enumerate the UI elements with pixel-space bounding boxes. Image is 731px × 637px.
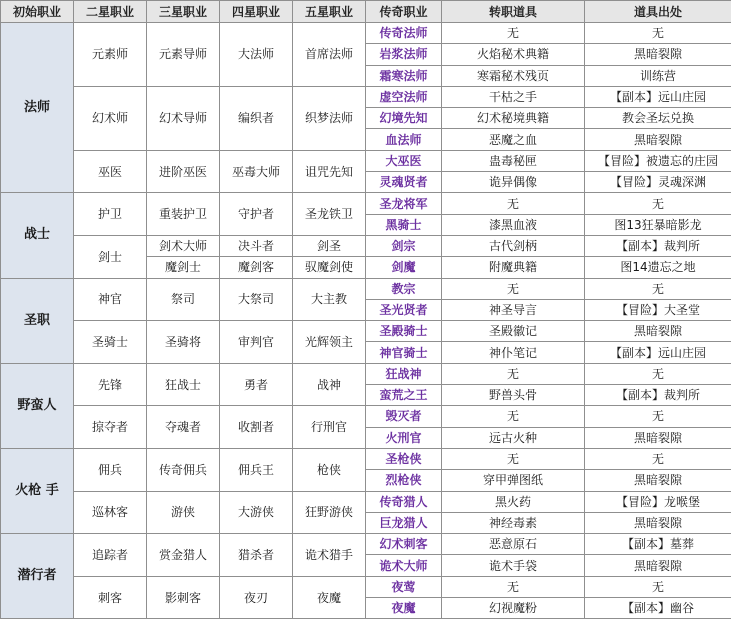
item-cell: 诡异偶像 [442, 172, 585, 193]
five-star-cell: 织梦法师 [293, 86, 366, 150]
item-cell: 火焰秘术典籍 [442, 44, 585, 65]
base-class-cell: 法师 [1, 23, 74, 193]
two-star-cell: 巡林客 [74, 491, 147, 534]
legendary-cell: 教宗 [366, 278, 442, 299]
source-cell: 无 [585, 23, 731, 44]
five-star-cell: 战神 [293, 363, 366, 406]
legendary-cell: 传奇猎人 [366, 491, 442, 512]
two-star-cell: 元素师 [74, 23, 147, 87]
four-star-cell: 勇者 [220, 363, 293, 406]
header-four-star: 四星职业 [220, 1, 293, 23]
source-cell: 教会圣坛兑换 [585, 108, 731, 129]
legendary-cell: 传奇法师 [366, 23, 442, 44]
item-cell: 圣殿徽记 [442, 321, 585, 342]
table-row [1, 278, 731, 299]
item-cell: 漆黑血液 [442, 214, 585, 235]
table-body [1, 23, 731, 619]
table-row [1, 23, 731, 44]
item-cell: 神仆笔记 [442, 342, 585, 363]
five-star-cell: 光辉领主 [293, 321, 366, 364]
source-cell: 【副本】远山庄园 [585, 342, 731, 363]
item-cell: 无 [442, 448, 585, 469]
table-row [1, 406, 731, 427]
item-cell: 黑火药 [442, 491, 585, 512]
legendary-cell: 神官骑士 [366, 342, 442, 363]
five-star-cell: 首席法师 [293, 23, 366, 87]
legendary-cell: 烈枪侠 [366, 470, 442, 491]
header-three-star: 三星职业 [147, 1, 220, 23]
header-source: 道具出处 [585, 1, 731, 23]
source-cell: 图14遗忘之地 [585, 257, 731, 278]
four-star-cell: 巫毒大师 [220, 150, 293, 193]
source-cell: 【冒险】被遗忘的庄园 [585, 150, 731, 171]
item-cell: 远古火种 [442, 427, 585, 448]
item-cell: 无 [442, 278, 585, 299]
item-cell: 野兽头骨 [442, 385, 585, 406]
source-cell: 无 [585, 193, 731, 214]
two-star-cell: 佣兵 [74, 448, 147, 491]
item-cell: 寒霜秘术残页 [442, 65, 585, 86]
item-cell: 无 [442, 23, 585, 44]
table-row [1, 448, 731, 469]
four-star-cell: 佣兵王 [220, 448, 293, 491]
two-star-cell: 巫医 [74, 150, 147, 193]
item-cell: 干枯之手 [442, 86, 585, 107]
legendary-cell: 圣殿骑士 [366, 321, 442, 342]
legendary-cell: 圣枪侠 [366, 448, 442, 469]
five-star-cell: 枪侠 [293, 448, 366, 491]
item-cell: 恶魔之血 [442, 129, 585, 150]
item-cell: 神经毒素 [442, 512, 585, 533]
source-cell: 训练营 [585, 65, 731, 86]
source-cell: 【副本】幽谷 [585, 598, 731, 619]
five-star-cell: 行刑官 [293, 406, 366, 449]
four-star-cell: 大游侠 [220, 491, 293, 534]
two-star-cell: 剑士 [74, 235, 147, 278]
three-star-cell: 剑术大师 [147, 235, 220, 256]
legendary-cell: 剑宗 [366, 235, 442, 256]
four-star-cell: 大祭司 [220, 278, 293, 321]
header-legendary: 传奇职业 [366, 1, 442, 23]
five-star-cell: 狂野游侠 [293, 491, 366, 534]
header-two-star: 二星职业 [74, 1, 147, 23]
five-star-cell: 圣龙铁卫 [293, 193, 366, 236]
three-star-cell: 影刺客 [147, 576, 220, 619]
four-star-cell: 审判官 [220, 321, 293, 364]
item-cell: 诡术手袋 [442, 555, 585, 576]
source-cell: 黑暗裂隙 [585, 427, 731, 448]
table-row [1, 235, 731, 256]
two-star-cell: 护卫 [74, 193, 147, 236]
legendary-cell: 剑魔 [366, 257, 442, 278]
item-cell: 蛊毒秘匣 [442, 150, 585, 171]
legendary-cell: 狂战神 [366, 363, 442, 384]
legendary-cell: 岩浆法师 [366, 44, 442, 65]
base-class-cell: 野蛮人 [1, 363, 74, 448]
five-star-cell: 诅咒先知 [293, 150, 366, 193]
item-cell: 无 [442, 363, 585, 384]
legendary-cell: 霜寒法师 [366, 65, 442, 86]
four-star-cell: 大法师 [220, 23, 293, 87]
three-star-cell: 夺魂者 [147, 406, 220, 449]
item-cell: 穿甲弹图纸 [442, 470, 585, 491]
three-star-cell: 元素导师 [147, 23, 220, 87]
table-row [1, 363, 731, 384]
source-cell: 【副本】远山庄园 [585, 86, 731, 107]
item-cell: 幻视魔粉 [442, 598, 585, 619]
three-star-cell: 进阶巫医 [147, 150, 220, 193]
source-cell: 【冒险】灵魂深渊 [585, 172, 731, 193]
base-class-cell: 潜行者 [1, 534, 74, 619]
four-star-cell: 收割者 [220, 406, 293, 449]
table-row [1, 534, 731, 555]
four-star-cell: 猎杀者 [220, 534, 293, 577]
legendary-cell: 幻境先知 [366, 108, 442, 129]
item-cell: 无 [442, 576, 585, 597]
source-cell: 黑暗裂隙 [585, 321, 731, 342]
base-class-cell: 战士 [1, 193, 74, 278]
source-cell: 黑暗裂隙 [585, 512, 731, 533]
source-cell: 无 [585, 406, 731, 427]
three-star-cell: 赏金猎人 [147, 534, 220, 577]
source-cell: 【副本】裁判所 [585, 235, 731, 256]
legendary-cell: 血法师 [366, 129, 442, 150]
legendary-cell: 蛮荒之王 [366, 385, 442, 406]
legendary-cell: 虚空法师 [366, 86, 442, 107]
item-cell: 附魔典籍 [442, 257, 585, 278]
item-cell: 无 [442, 193, 585, 214]
table-row [1, 491, 731, 512]
legendary-cell: 圣龙将军 [366, 193, 442, 214]
three-star-cell: 圣骑将 [147, 321, 220, 364]
source-cell: 无 [585, 576, 731, 597]
legendary-cell: 幻术刺客 [366, 534, 442, 555]
source-cell: 无 [585, 448, 731, 469]
header-five-star: 五星职业 [293, 1, 366, 23]
header-row [1, 1, 731, 23]
source-cell: 黑暗裂隙 [585, 555, 731, 576]
three-star-cell: 狂战士 [147, 363, 220, 406]
two-star-cell: 掠夺者 [74, 406, 147, 449]
four-star-cell: 夜刃 [220, 576, 293, 619]
four-star-cell: 魔剑客 [220, 257, 293, 278]
header-item: 转职道具 [442, 1, 585, 23]
table-row [1, 150, 731, 171]
three-star-cell: 祭司 [147, 278, 220, 321]
legendary-cell: 夜莺 [366, 576, 442, 597]
table-row [1, 86, 731, 107]
source-cell: 无 [585, 363, 731, 384]
two-star-cell: 追踪者 [74, 534, 147, 577]
five-star-cell: 诡术猎手 [293, 534, 366, 577]
source-cell: 【冒险】大圣堂 [585, 299, 731, 320]
three-star-cell: 传奇佣兵 [147, 448, 220, 491]
base-class-cell: 火枪 手 [1, 448, 74, 533]
three-star-cell: 幻术导师 [147, 86, 220, 150]
source-cell: 【副本】墓葬 [585, 534, 731, 555]
source-cell: 黑暗裂隙 [585, 129, 731, 150]
legendary-cell: 巨龙猎人 [366, 512, 442, 533]
five-star-cell: 驭魔剑使 [293, 257, 366, 278]
legendary-cell: 黑骑士 [366, 214, 442, 235]
two-star-cell: 圣骑士 [74, 321, 147, 364]
legendary-cell: 火刑官 [366, 427, 442, 448]
five-star-cell: 剑圣 [293, 235, 366, 256]
five-star-cell: 夜魔 [293, 576, 366, 619]
legendary-cell: 毁灭者 [366, 406, 442, 427]
table-row [1, 576, 731, 597]
five-star-cell: 大主教 [293, 278, 366, 321]
legendary-cell: 灵魂贤者 [366, 172, 442, 193]
item-cell: 古代剑柄 [442, 235, 585, 256]
four-star-cell: 守护者 [220, 193, 293, 236]
three-star-cell: 重装护卫 [147, 193, 220, 236]
header-base-class: 初始职业 [1, 1, 74, 23]
item-cell: 恶意原石 [442, 534, 585, 555]
two-star-cell: 神官 [74, 278, 147, 321]
legendary-cell: 圣光贤者 [366, 299, 442, 320]
two-star-cell: 刺客 [74, 576, 147, 619]
item-cell: 无 [442, 406, 585, 427]
table-row [1, 321, 731, 342]
legendary-cell: 夜魔 [366, 598, 442, 619]
table-row [1, 193, 731, 214]
source-cell: 黑暗裂隙 [585, 44, 731, 65]
two-star-cell: 先锋 [74, 363, 147, 406]
four-star-cell: 决斗者 [220, 235, 293, 256]
source-cell: 黑暗裂隙 [585, 470, 731, 491]
four-star-cell: 编织者 [220, 86, 293, 150]
two-star-cell: 幻术师 [74, 86, 147, 150]
base-class-cell: 圣职 [1, 278, 74, 363]
source-cell: 【冒险】龙喉堡 [585, 491, 731, 512]
three-star-cell: 游侠 [147, 491, 220, 534]
three-star-cell: 魔剑士 [147, 257, 220, 278]
source-cell: 【副本】裁判所 [585, 385, 731, 406]
source-cell: 图13狂暴暗影龙 [585, 214, 731, 235]
item-cell: 幻术秘境典籍 [442, 108, 585, 129]
legendary-cell: 诡术大师 [366, 555, 442, 576]
source-cell: 无 [585, 278, 731, 299]
item-cell: 神圣导言 [442, 299, 585, 320]
legendary-cell: 大巫医 [366, 150, 442, 171]
